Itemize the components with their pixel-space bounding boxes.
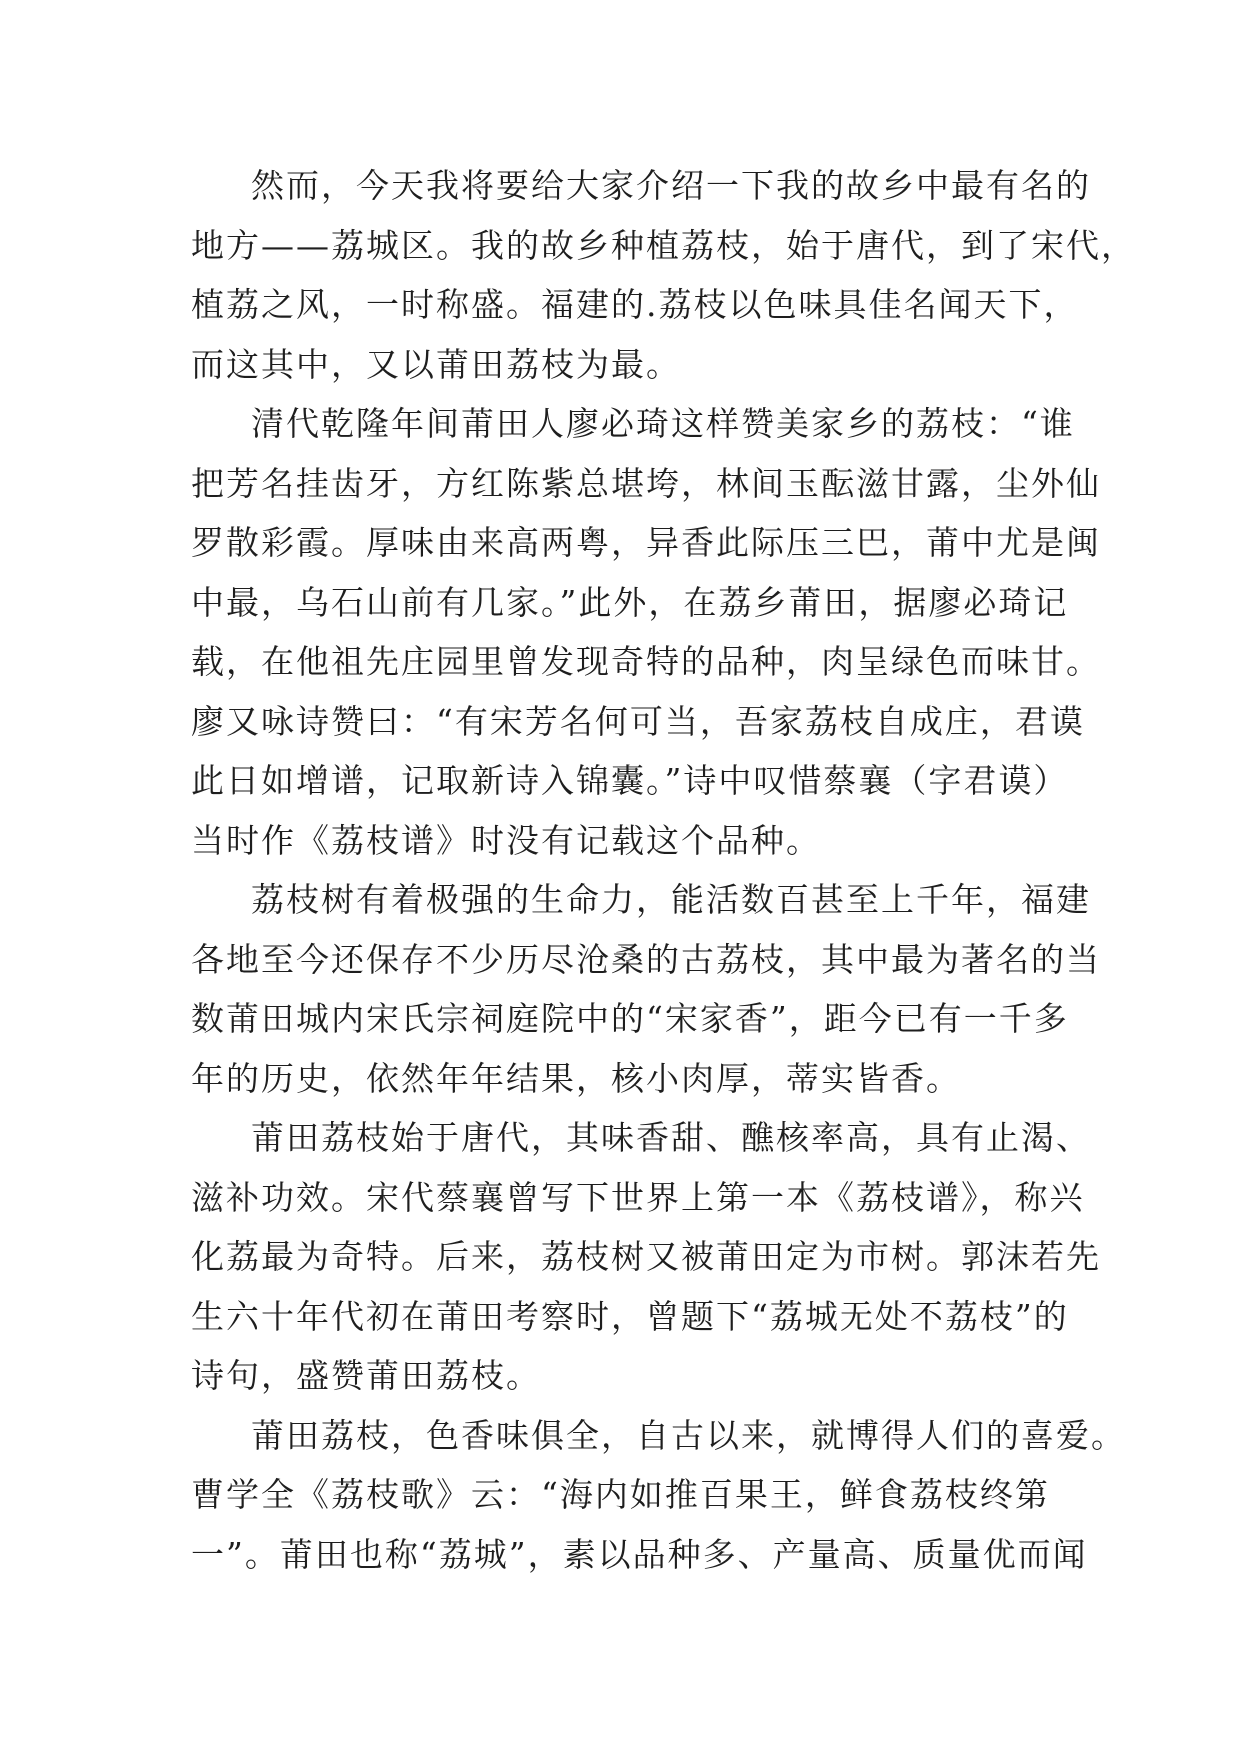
text-line: 而这其中，又以莆田荔枝为最。 [191, 344, 681, 384]
paragraph [191, 870, 1101, 1108]
text-line: 地方——荔城区。我的故乡种植荔枝，始于唐代，到了宋代， [191, 225, 1136, 265]
text-line: 当时作《荔枝谱》时没有记载这个品种。 [191, 820, 821, 860]
body-text [191, 156, 1136, 1584]
text-line: 此日如增谱，记取新诗入锦囊。”诗中叹惜蔡襄（字君谟） [191, 761, 1069, 800]
text-line: 然而，今天我将要给大家介绍一下我的故乡中最有名的 [251, 166, 1091, 205]
text-line: 化荔最为奇特。后来，荔枝树又被莆田定为市树。郭沫若先 [191, 1237, 1101, 1276]
paragraph [191, 1406, 1126, 1585]
text-line: 植荔之风，一时称盛。福建的.荔枝以色味具佳名闻天下， [191, 285, 1079, 324]
paragraph [191, 394, 1101, 870]
text-line: 载，在他祖先庄园里曾发现奇特的品种，肉呈绿色而味甘。 [191, 642, 1101, 681]
text-line: 荔枝树有着极强的生命力，能活数百甚至上千年，福建 [251, 880, 1091, 919]
text-line: 曹学全《荔枝歌》云：“海内如推百果王，鲜食荔枝终第 [191, 1475, 1050, 1514]
text-line: 莆田荔枝始于唐代，其味香甜、醮核率高，具有止渴、 [251, 1118, 1091, 1157]
text-line: 生六十年代初在莆田考察时，曾题下“荔城无处不荔枝”的 [191, 1296, 1069, 1336]
text-line: 数莆田城内宋氏宗祠庭院中的“宋家香”，距今已有一千多 [191, 999, 1069, 1038]
text-line: 年的历史，依然年年结果，核小肉厚，蒂实皆香。 [191, 1058, 961, 1098]
text-line: 把芳名挂齿牙，方红陈紫总堪垮，林间玉酝滋甘露，尘外仙 [191, 463, 1101, 503]
text-line: 各地至今还保存不少历尽沧桑的古荔枝，其中最为著名的当 [191, 939, 1101, 979]
text-line: 清代乾隆年间莆田人廖必琦这样赞美家乡的荔枝：“谁 [251, 404, 1075, 443]
text-line: 廖又咏诗赞曰：“有宋芳名何可当，吾家荔枝自成庄，君谟 [191, 701, 1085, 741]
text-line: 中最，乌石山前有几家。”此外，在荔乡莆田，据廖必琦记 [191, 582, 1069, 622]
text-line: 莆田荔枝，色香味俱全，自古以来，就博得人们的喜爱。 [251, 1415, 1126, 1455]
text-line: 滋补功效。宋代蔡襄曾写下世界上第一本《荔枝谱》，称兴 [191, 1177, 1085, 1217]
text-line: 罗散彩霞。厚味由来高两粤，异香此际压三巴，莆中尤是闽 [191, 523, 1101, 562]
text-line: 诗句，盛赞莆田荔枝。 [191, 1356, 541, 1395]
text-line: 一”。莆田也称“荔城”，素以品种多、产量高、质量优而闻 [191, 1534, 1088, 1574]
paragraph [191, 156, 1136, 394]
paragraph [191, 1108, 1101, 1406]
